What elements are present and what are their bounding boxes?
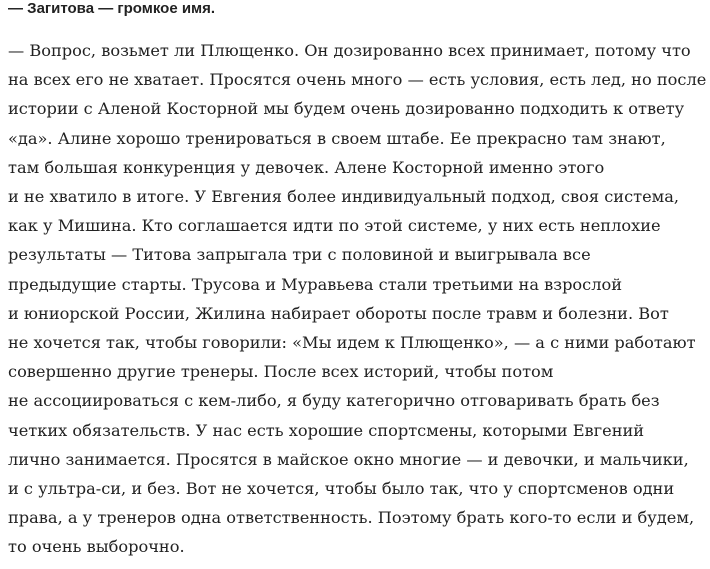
answer-line: то очень выборочно.	[8, 537, 185, 557]
answer-line: четких обязательств. У нас есть хорошие спортсмены, которыми Евгений	[8, 420, 645, 440]
answer-line: совершенно другие тренеры. После всех историй, чтобы потом	[8, 362, 554, 382]
answer-line: и с ультра-си, и без. Вот не хочется, чтобы было так, что у спортсменов одни	[8, 479, 675, 499]
answer-line: права, а у тренеров одна ответственность. Поэтому брать кого-то если и будем,	[8, 508, 695, 528]
answer-line: результаты — Титова запрыгала три с половиной и выигрывала все	[8, 245, 591, 265]
answer-line: на всех его не хватает. Просятся очень много — есть условия, есть лед, но после	[8, 70, 707, 90]
answer-line: как у Мишина. Кто соглашается идти по этой системе, у них есть неплохие	[8, 216, 661, 236]
interview-article	[8, 0, 707, 562]
answer-line: лично занимается. Просятся в майское окно многие — и девочки, и мальчики,	[8, 449, 689, 469]
answer-line: и юниорской России, Жилина набирает обороты после травм и болезни. Вот	[8, 303, 669, 323]
answer-line: «да». Алине хорошо тренироваться в своем штабе. Ее прекрасно там знают,	[8, 128, 666, 148]
answer-line: не хочется так, чтобы говорили: «Мы идем к Плющенко», — а с ними работают	[8, 333, 696, 353]
answer-line: предыдущие старты. Трусова и Муравьева стали третьими на взрослой	[8, 274, 623, 294]
interview-question: — Загитова — громкое имя.	[8, 0, 216, 17]
answer-line: там большая конкуренция у девочек. Алене Косторной именно этого	[8, 157, 605, 177]
answer-line: — Вопрос, возьмет ли Плющенко. Он дозированно всех принимает, потому что	[8, 41, 691, 60]
interview-answer	[8, 36, 707, 562]
answer-line: не ассоциироваться с кем-либо, я буду категорично отговаривать брать без	[8, 391, 660, 411]
answer-line: истории с Аленой Косторной мы будем очень дозированно подходить к ответу	[8, 99, 685, 119]
answer-line: и не хватило в итоге. У Евгения более индивидуальный подход, своя система,	[8, 187, 680, 207]
